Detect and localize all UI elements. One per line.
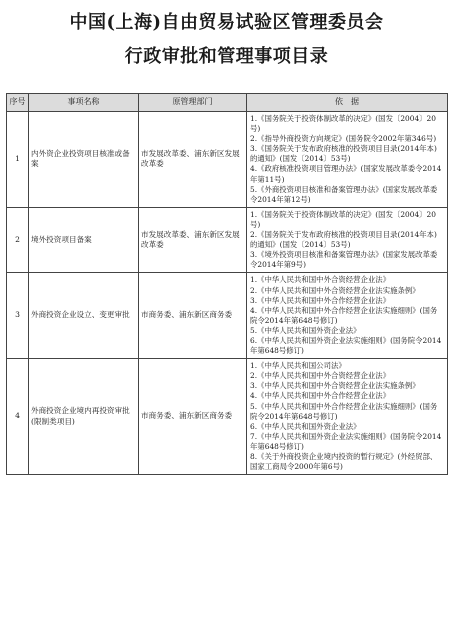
basis-item: 8.《关于外商投资企业境内投资的暂行规定》(外经贸部、国家工商局令2000年第6号) [250,452,438,472]
basis-item: 3.《中华人民共和国中外合资经营企业法实施条例》 [250,381,420,391]
basis-item: 2.《中华人民共和国中外合资经营企业法》 [250,371,391,381]
basis-item: 3.《境外投资项目核准和备案管理办法》(国家发展改革委令2014年第9号) [250,250,438,270]
basis-item: 2.《国务院关于发布政府核准的投资项目目录(2014年本)的通知》(国发〔2014〕53号) [250,230,437,250]
table-row [7,207,448,273]
basis-item: 1.《中华人民共和国公司法》 [250,361,346,371]
basis-item: 5.《外商投资项目核准和备案管理办法》(国家发展改革委令2014年第12号) [250,184,438,204]
catalog-table [6,93,448,475]
table-row [7,112,448,208]
basis-item: 3.《国务院关于发布政府核准的投资项目目录(2014年本)的通知》(国发〔2014〕53号) [250,144,437,164]
row-item-name: 外商投资企业设立、变更审批 [29,273,139,359]
basis-item: 1.《国务院关于投资体制改革的决定》(国发〔2004〕20号) [250,209,436,229]
basis-item: 1.《国务院关于投资体制改革的决定》(国发〔2004〕20号) [250,114,436,134]
row-item-name: 外商投资企业境内再投资审批(限制类项目) [29,359,139,475]
row-department: 市发展改革委、浦东新区发展改革委 [139,112,247,208]
table-row [7,359,448,475]
row-item-name: 内外资企业投资项目核准或备案 [29,112,139,208]
row-department: 市商务委、浦东新区商务委 [139,273,247,359]
row-no: 3 [7,273,29,359]
basis-item: 5.《中华人民共和国中外合作经营企业法实施细则》(国务院令2014年第648号修订) [250,401,438,421]
row-no: 4 [7,359,29,475]
basis-item: 4.《中华人民共和国中外合作经营企业法实施细则》(国务院令2014年第648号修订) [250,305,438,325]
header-basis: 依 据 [247,94,448,112]
row-basis [247,273,448,359]
basis-item: 6.《中华人民共和国外资企业法实施细则》(国务院令2014年第648号修订) [250,335,442,356]
table-header-row [7,94,448,112]
row-department: 市商务委、浦东新区商务委 [139,359,247,475]
row-department: 市发展改革委、浦东新区发展改革委 [139,207,247,273]
basis-item: 4.《中华人民共和国中外合作经营企业法》 [250,391,391,401]
basis-item: 2.《指导外商投资方向规定》(国务院令2002年第346号) [250,134,437,144]
row-basis [247,207,448,273]
basis-item: 6.《中华人民共和国外资企业法》 [250,421,361,431]
header-department: 原管理部门 [139,94,247,112]
row-no: 1 [7,112,29,208]
basis-item: 3.《中华人民共和国中外合作经营企业法》 [250,295,391,305]
document-subtitle: 行政审批和管理事项目录 [124,46,329,67]
basis-item: 7.《中华人民共和国外资企业法实施细则》(国务院令2014年第648号修订) [250,431,442,451]
row-basis [247,112,448,208]
document-title: 中国(上海)自由贸易试验区管理委员会 [69,12,384,33]
row-basis [247,359,448,475]
row-no: 2 [7,207,29,273]
basis-item: 5.《中华人民共和国外资企业法》 [250,325,361,335]
header-item-name: 事项名称 [29,94,139,112]
row-item-name: 境外投资项目备案 [29,207,139,273]
basis-item: 2.《中华人民共和国中外合资经营企业法实施条例》 [250,285,420,295]
basis-item: 1.《中华人民共和国中外合资经营企业法》 [250,275,391,285]
basis-item: 4.《政府核准投资项目管理办法》(国家发展改革委令2014年第11号) [250,164,442,184]
header-no: 序号 [7,94,29,112]
table-row [7,273,448,359]
